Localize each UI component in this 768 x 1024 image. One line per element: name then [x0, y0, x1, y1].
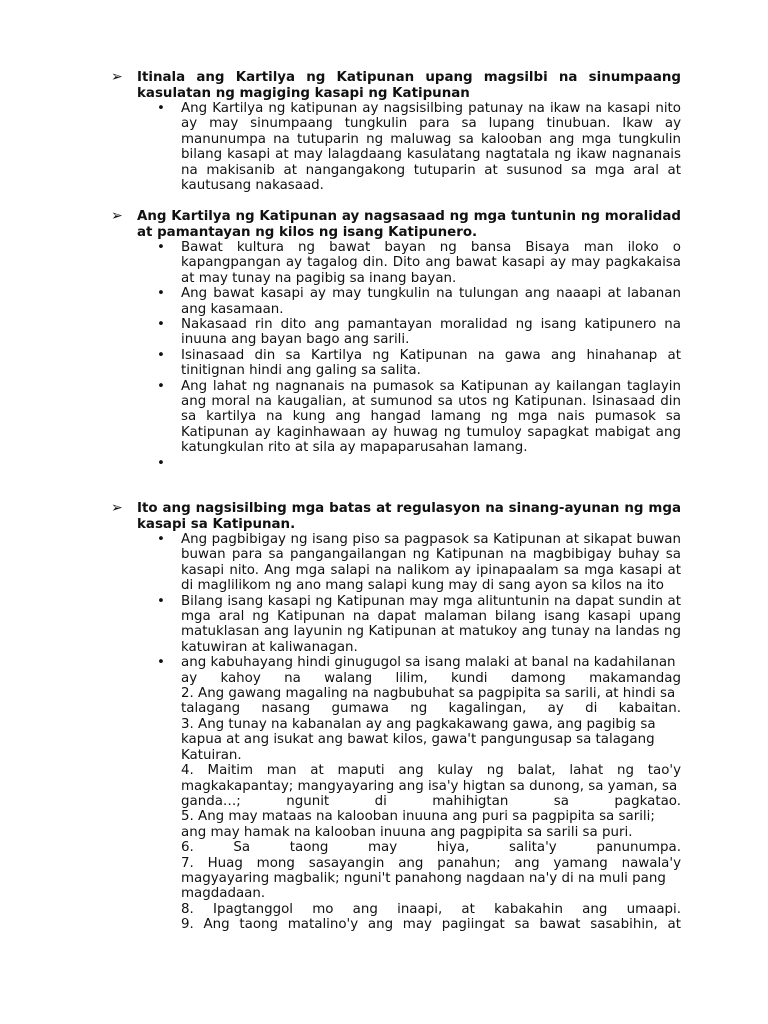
bullet-dot-icon: • — [157, 317, 165, 333]
arrow-bullet-icon: ➢ — [111, 208, 123, 224]
list-item-rules — [111, 655, 681, 932]
rule-line: ang may hamak na kalooban inuuna ang pagpipita sa sarili sa puri. — [181, 824, 633, 840]
arrow-bullet-icon: ➢ — [111, 69, 123, 85]
bullet-dot-icon: • — [157, 455, 165, 471]
list-item: • Bilang isang kasapi ng Katipunan may mga alituntunin na dapat sundin at mga aral ng Katipunan na dapat malaman bilang isang kasapi upang matuklasan ang layunin ng Katipunan at matukoy ang tunay na landas ng katuwiran at kaliwanagan. — [157, 593, 681, 655]
rule-line: ganda…; ngunit di mahihigtan sa pagkatao. — [181, 793, 681, 809]
rule-line: kapua at ang isukat ang bawat kilos, gawa't pangungusap sa talagang — [181, 732, 655, 748]
rule-line: ang kabuhayang hindi ginugugol sa isang malaki at banal na kadahilanan — [181, 655, 676, 671]
bullet-dot-icon: • — [157, 655, 165, 671]
rule-line: magyayaring magbalik; nguni't panahong nagdaan na'y di na muli pang — [181, 870, 666, 886]
rule-line: 5. Ang may mataas na kalooban inuuna ang puri sa pagpipita sa sarili; — [181, 809, 655, 825]
rule-line: talagang nasang gumawa ng kagalingan, ay di kabaitan. — [181, 701, 681, 717]
bullet-dot-icon: • — [157, 378, 165, 394]
list-item: • Bawat kultura ng bawat bayan ng bansa Bisaya man iloko o kapangpangan ay tagalog din. Dito ang bawat kasapi ay may pagkakaisa at may tunay na pagibig sa inang bayan. — [157, 240, 681, 286]
rule-line: ay kahoy na walang lilim, kundi damong makamandag — [181, 670, 681, 686]
section-heading: Ito ang nagsisilbing mga batas at regulasyon na sinang-ayunan ng mga kasapi sa Katipunan. — [137, 501, 681, 532]
list-item: • Ang Kartilya ng katipunan ay nagsisilbing patunay na ikaw na kasapi nito ay may sinumpaang tungkulin para sa lupang tinubuan. Ikaw ay manunumpa na tutuparin ng maluwag sa kalooban ang mga tungkulin bilang kasapi at may lalagdaang kasulatang nagtatala ng ikaw nagnanais na makisanib at nangangakong tutuparin at susunod sa mga aral at kautusang nakasaad. — [157, 101, 681, 194]
bullet-list — [111, 101, 681, 193]
bullet-dot-icon: • — [157, 286, 165, 302]
rule-line: 8. Ipagtanggol mo ang inaapi, at kabakahin ang umaapi. — [181, 901, 681, 917]
rule-line: 7. Huag mong sasayangin ang panahun; ang yamang nawala'y — [181, 855, 681, 871]
bullet-list — [111, 532, 681, 933]
list-item: • Isinasaad din sa Kartilya ng Katipunan na gawa ang hinahanap at tinitignan hindi ang galing sa salita. — [157, 347, 681, 379]
rule-line: Katuiran. — [181, 747, 242, 763]
section-heading: Itinala ang Kartilya ng Katipunan upang magsilbi na sinumpaang kasulatan ng magiging kasapi ng Katipunan — [137, 70, 681, 101]
rule-line: 3. Ang tunay na kabanalan ay ang pagkakawang gawa, ang pagibig sa — [181, 716, 656, 732]
rule-line: magdadaan. — [181, 886, 266, 902]
rule-line: 6. Sa taong may hiya, salita'y panunumpa. — [181, 840, 681, 856]
section-heading: Ang Kartilya ng Katipunan ay nagsasaad ng mga tuntunin ng moralidad at pamantayan ng kilos ng isang Katipunero. — [137, 209, 681, 240]
list-item: • Ang lahat ng nagnanais na pumasok sa Katipunan ay kailangan taglayin ang moral na kaugalian, at sumunod sa utos ng Katipunan. Isinasaad din sa kartilya na kung ang hangad lamang ng mga nais pumasok sa Katipunan ay kaginhawaan ay huwag ng tumuloy sapagkat mabigat ang katungkulan rito at sila ay mapaparusahan lamang. — [157, 378, 681, 456]
list-item: • Nakasaad rin dito ang pamantayan moralidad ng isang katipunero na inuuna ang bayan bago ang sarili. — [157, 317, 681, 348]
bullet-dot-icon: • — [157, 240, 165, 255]
section-3 — [111, 501, 681, 933]
bullet-list — [111, 240, 681, 471]
section-1 — [111, 70, 681, 193]
list-item-empty — [111, 456, 681, 471]
bullet-dot-icon: • — [157, 101, 165, 116]
list-item: • Ang pagbibigay ng isang piso sa pagpasok sa Katipunan at sikapat buwan buwan para sa pangangailangan ng Katipunan na magbibigay buhay sa kasapi nito. Ang mga salapi na nalikom ay ipinapaalam sa mga kasapi at di maglilikom ng ano mang salapi kung may di sang ayon sa kilos na ito — [157, 532, 681, 594]
bullet-dot-icon: • — [157, 532, 165, 547]
section-2 — [111, 209, 681, 471]
rule-line: 9. Ang taong matalino'y ang may pagiingat sa bawat sasabihin, at — [181, 917, 681, 933]
bullet-dot-icon: • — [157, 347, 165, 363]
list-item: • Ang bawat kasapi ay may tungkulin na tulungan ang naaapi at labanan ang kasamaan. — [157, 286, 681, 317]
arrow-bullet-icon: ➢ — [111, 500, 123, 516]
rule-line: 4. Maitim man at maputi ang kulay ng balat, lahat ng tao'y — [181, 763, 681, 779]
rule-line: 2. Ang gawang magaling na nagbubuhat sa pagpipita sa sarili, at hindi sa — [181, 686, 676, 702]
bullet-dot-icon: • — [157, 593, 165, 609]
rule-line: magkakapantay; mangyayaring ang isa'y higtan sa dunong, sa yaman, sa — [181, 778, 678, 794]
